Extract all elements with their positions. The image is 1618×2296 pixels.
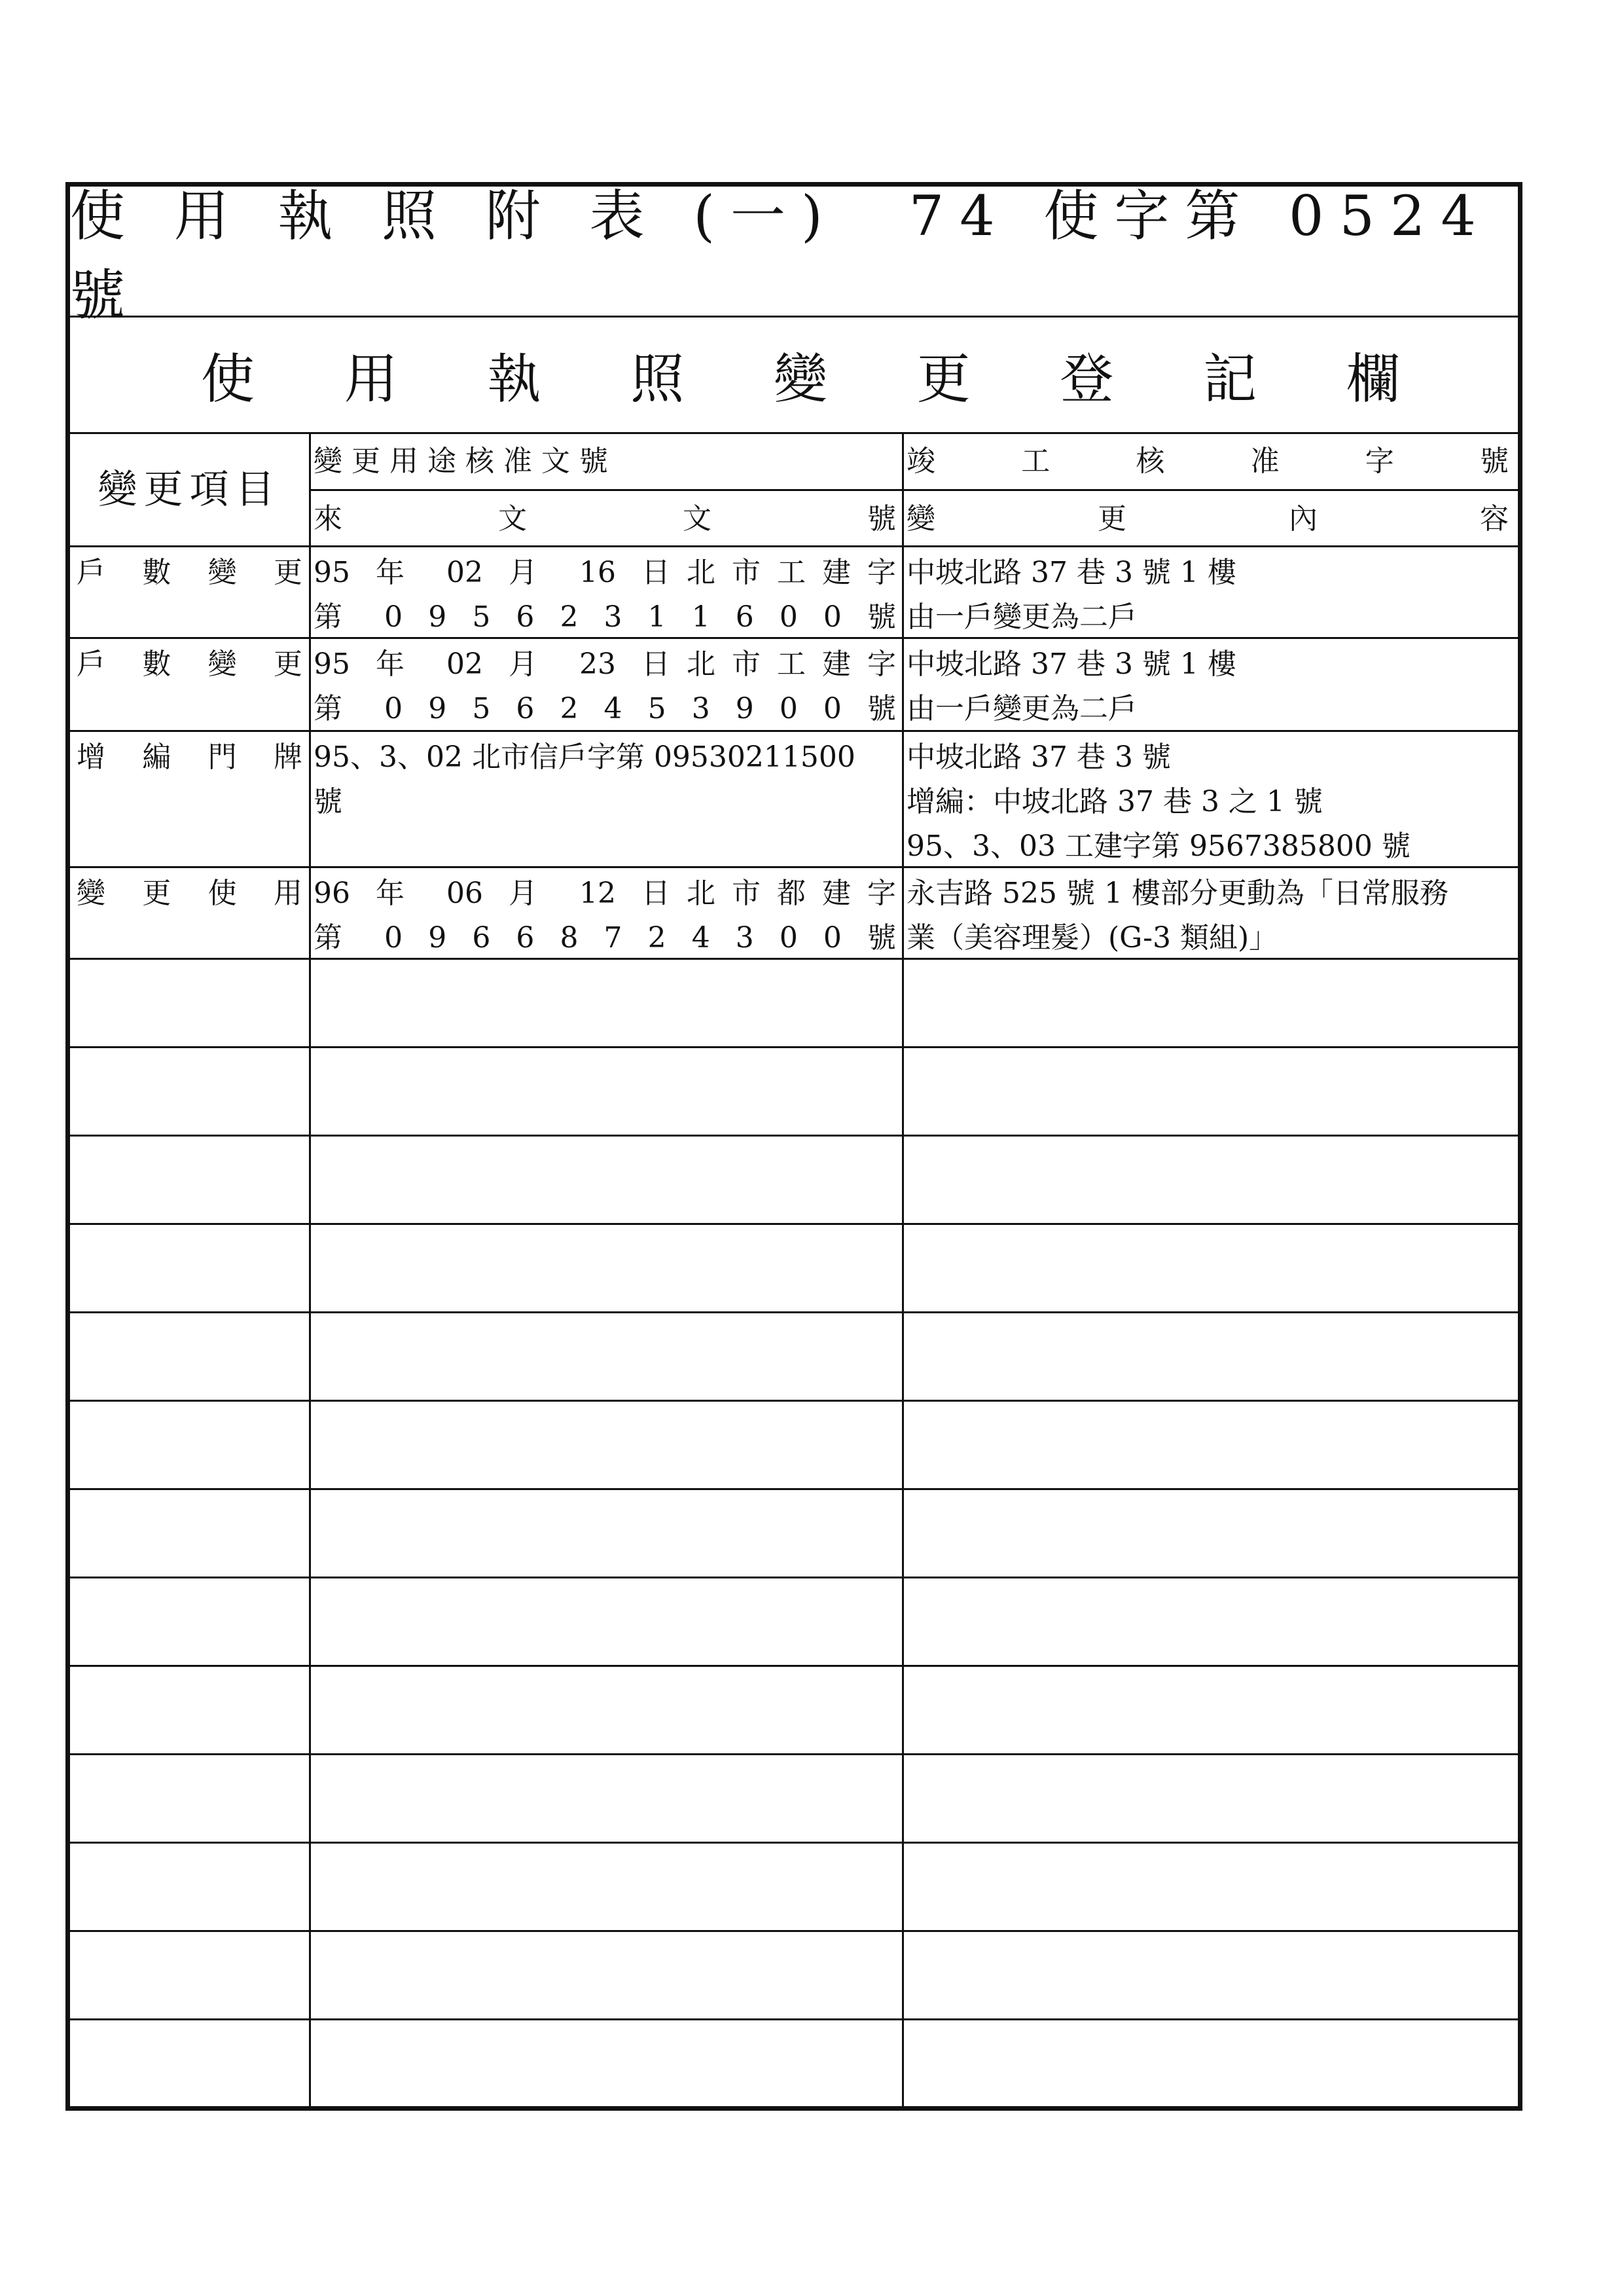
row-item: 戶 數 變 更: [77, 647, 302, 681]
empty-row-divider: [70, 1223, 1518, 1225]
row-divider: [70, 730, 1518, 732]
empty-row-divider: [70, 1842, 1518, 1844]
row-divider: [70, 545, 1518, 547]
subtitle-char: 變: [773, 348, 827, 410]
row-item: 戶 數 變 更: [77, 556, 302, 589]
row-doc-no: 96 年 06 月 12 日北市都建字 第 0 9 6 6 8 7 2 4 3 0 0 號: [314, 877, 896, 955]
header-approval-no: 變 更 用 途 核 准 文 號: [314, 445, 608, 478]
document-title: 使 用 執 照 附 表 (一) 74 使字第 0524 號: [70, 187, 1518, 318]
license-form: [65, 182, 1522, 2111]
column-divider: [902, 434, 904, 2106]
row-doc-no: 95 年 02 月 23 日北市工建字 第 0 9 5 6 2 4 5 3 9 0 0 號: [314, 647, 896, 725]
subtitle-char: 使: [201, 348, 255, 410]
row-content: 中坡北路 37 巷 3 號 1 樓 由一戶變更為二戶: [907, 556, 1236, 634]
row-doc-no: 95 年 02 月 16 日北市工建字 第 0 9 5 6 2 3 1 1 6 0 0 號: [314, 556, 896, 634]
header-change-item: 變更項目: [98, 467, 281, 513]
row-content: 中坡北路 37 巷 3 號 1 樓 由一戶變更為二戶: [907, 647, 1236, 725]
row-content: 中坡北路 37 巷 3 號 增編：中坡北路 37 巷 3 之 1 號 95、3、03 工建字第 9567385800 號: [907, 740, 1411, 863]
subtitle-char: 記: [1203, 348, 1257, 410]
header-incoming-doc: 來 文 文 號: [314, 502, 896, 536]
empty-row-divider: [70, 1665, 1518, 1667]
subtitle-char: 欄: [1346, 348, 1400, 410]
empty-row-divider: [70, 1400, 1518, 1402]
empty-row-divider: [70, 1046, 1518, 1048]
header-divider: [309, 489, 1518, 491]
header-change-content: 變 更 內 容: [907, 502, 1509, 536]
subtitle-char: 登: [1060, 348, 1114, 410]
empty-row-divider: [70, 1753, 1518, 1755]
subtitle-char: 照: [630, 348, 685, 410]
row-divider: [70, 866, 1518, 868]
header-completion-no: 竣 工 核 准 字 號: [907, 445, 1509, 478]
empty-row-divider: [70, 1311, 1518, 1313]
empty-row-divider: [70, 1488, 1518, 1490]
empty-row-divider: [70, 2018, 1518, 2020]
row-item: 增 編 門 牌: [77, 740, 302, 774]
empty-row-divider: [70, 1930, 1518, 1932]
row-divider: [70, 958, 1518, 960]
subtitle-char: 執: [487, 348, 541, 410]
subtitle-char: 用: [344, 348, 398, 410]
row-item: 變 更 使 用: [77, 877, 302, 910]
row-divider: [70, 637, 1518, 639]
row-content: 永吉路 525 號 1 樓部分更動為「日常服務 業（美容理髮）(G-3 類組)」: [907, 877, 1448, 955]
row-doc-no: 95、3、02 北市信戶字第 09530211500 號: [314, 740, 855, 818]
subtitle-char: 更: [916, 348, 971, 410]
empty-row-divider: [70, 1576, 1518, 1578]
column-divider: [309, 434, 311, 2106]
empty-row-divider: [70, 1135, 1518, 1137]
section-subtitle: [70, 318, 1518, 434]
